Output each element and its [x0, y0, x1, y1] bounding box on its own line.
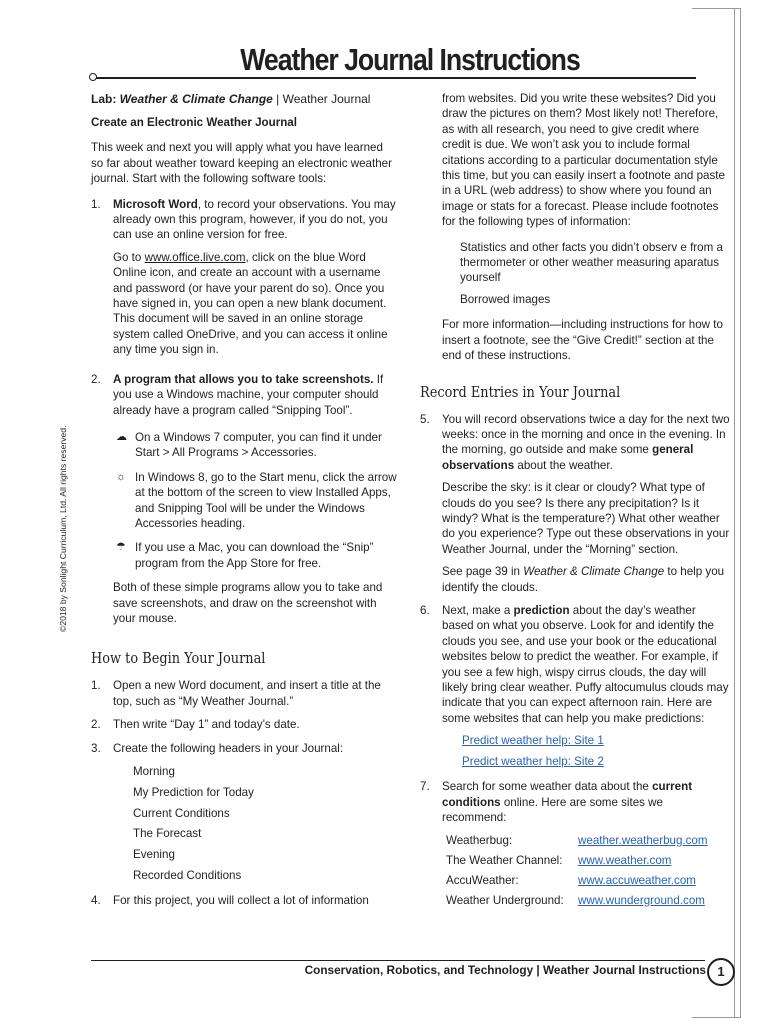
list-item: Evening — [133, 848, 175, 862]
list-item: Borrowed images — [460, 292, 551, 306]
site-name: The Weather Channel: — [446, 853, 563, 867]
site-name: Weather Underground: — [446, 893, 564, 907]
predict-site-2-link[interactable]: Predict weather help: Site 2 — [462, 755, 604, 769]
right-column — [420, 91, 730, 916]
list-item: Recorded Conditions — [133, 868, 242, 882]
page-number-badge: 1 — [707, 958, 735, 986]
tool-item-screenshot: 2. A program that allows you to take screenshots. If you use a Windows machine, your computer should already have a program called “Snipping Tool”. ☁ On a Windows 7 computer, you can find it under Start > All Programs > Accessories. ☼ In Windows 8, go to the Start menu, click the arrow at the bottom of the screen to view Installed Apps, and Snipping Tool will be under the Windows Accessories heading. ☂ If you use a Mac, you can download the “Snip” program from the App Store for free. Both of these simple programs allow you to take and save screenshots, and draw on the screenshot with your mouse. — [91, 372, 397, 625]
list-item: Morning — [133, 765, 175, 778]
step-item: 3. Create the following headers in your Journal: — [91, 741, 344, 755]
step-item: 4. For this project, you will collect a lot of information — [91, 894, 369, 908]
list-item: The Forecast — [133, 827, 202, 841]
unit-name: Weather & Climate Change — [119, 92, 273, 106]
copyright-notice: ©2018 by Sonlight Curriculum, Ltd. All rights reserved. — [58, 425, 68, 632]
footer-rule — [91, 960, 705, 961]
screenshot-summary: Both of these simple programs allow you to take and save screenshots, and draw on the screenshot with your mouse. — [113, 581, 383, 625]
title-rule-dot — [89, 73, 97, 81]
office-live-link[interactable]: www.office.live.com — [144, 250, 246, 264]
site-name: AccuWeather: — [446, 873, 519, 887]
predict-site-1-link[interactable]: Predict weather help: Site 1 — [462, 734, 604, 748]
sun-icon: ☼ — [116, 470, 127, 483]
weatherbug-link[interactable]: weather.weatherbug.com — [578, 833, 708, 847]
step-item: 1. Open a new Word document, and insert a title at the top, such as “My Weather Journal.” — [91, 679, 381, 708]
step-item: 2. Then write “Day 1” and today’s date. — [91, 718, 300, 732]
step-item: 5. You will record observations twice a day for the next two weeks: once in the morning and once in the evening. In the morning, go outside and make some general observations about the weather. Describe the sky: is it clear or cloudy? What type of clouds do you see? Is there any precipitation? Is it windy? What is the temperature?) What other weather do you experience? Type out these observations in your Weather Journal, under the “Morning” section. See page 39 in Weather & Climate Change to help you identify the clouds. — [420, 412, 730, 594]
footer-text: Conservation, Robotics, and Technology | Weather Journal Instructions — [304, 963, 706, 977]
page-frame-line — [740, 8, 741, 1018]
step-item: 7. Search for some weather data about the current conditions online. Here are some sites we recommend: Weatherbug: weather.weatherbug.com The Weather Channel: www.weather.com AccuWeather: www.accuweather.com Weather Underground: www.wunderground.com — [420, 779, 730, 908]
intro-subhead: Create an Electronic Weather Journal — [91, 116, 297, 129]
list-item: My Prediction for Today — [133, 785, 254, 799]
list-item: ☂ If you use a Mac, you can download the “Snip” program from the App Store for free. — [116, 541, 374, 570]
title-rule — [96, 77, 696, 79]
list-item: ☼ In Windows 8, go to the Start menu, click the arrow at the bottom of the screen to view Installed Apps, and Snipping Tool will be under the Windows Accessories heading. — [116, 470, 397, 530]
tool-item-word: 1. Microsoft Word, to record your observations. You may already own this program, however, if you do not, you can use an online version for free. Go to www.office.live.com, click on the blue Word Online icon, and create an account with a username and password (or have your parent do so). Once you have signed in, you can open a new blank document. This document will be saved in an online storage system called OneDrive, and you can access it online any time you sign in. — [91, 197, 396, 357]
lab-name: Weather Journal — [282, 92, 371, 106]
page-frame-line — [692, 8, 740, 9]
section-heading-begin: How to Begin Your Journal — [91, 649, 266, 668]
section-heading-record: Record Entries in Your Journal — [420, 382, 621, 401]
left-column — [91, 91, 398, 917]
weather-channel-link[interactable]: www.weather.com — [578, 853, 672, 867]
cloud-icon: ☁ — [116, 430, 127, 443]
page-title: Weather Journal Instructions — [240, 42, 580, 77]
journal-headers-list — [91, 764, 398, 883]
weather-sites-table — [442, 833, 730, 908]
umbrella-icon: ☂ — [116, 541, 126, 554]
page-frame-line — [692, 1017, 740, 1018]
list-item: ☁ On a Windows 7 computer, you can find it under Start > All Programs > Accessories. — [116, 430, 382, 460]
accuweather-link[interactable]: www.accuweather.com — [578, 873, 696, 887]
intro-paragraph: This week and next you will apply what you have learned so far about weather toward keeping an electronic weather journal. Start with the following software tools: — [91, 141, 392, 186]
site-name: Weatherbug: — [446, 833, 513, 847]
continued-paragraph: from websites. Did you write these websites? Did you draw the pictures on them? Most likely not! Therefore, as with all research, you need to give credit where credit is due. We won’t ask you to include formal citations according to a particular documentation style this time, but you can easily insert a footnote and paste in a URL (web address) to show where you found an image or stats for a forecast. Please include footnotes for the following types of information: — [442, 92, 725, 229]
more-info-paragraph: For more information—including instructions for how to insert a footnote, see the “Give Credit!” section at the end of these instructions. — [442, 318, 723, 363]
lab-label: Lab: Weather & Climate Change | Weather Journal — [91, 92, 371, 106]
list-item: Current Conditions — [133, 806, 230, 820]
footnote-types-list — [420, 240, 730, 308]
prediction-links — [442, 733, 730, 769]
wunderground-link[interactable]: www.wunderground.com — [578, 893, 705, 907]
list-item: Statistics and other facts you didn’t observ e from a thermometer or other weather measuring aparatus yourself — [460, 240, 723, 285]
step-item: 6. Next, make a prediction about the day’s weather based on what you observe. Look for and identify the clouds you see, and use your book or the educational websites below to predict the weather. For example, if you see a few high, wispy cirrus clouds, the day will likely bring clear weather. Puffy altocumulus clouds may indicate that you can expect afternoon rain. Here are some websites that can help you make predictions: Predict weather help: Site 1 Predict weather help: Site 2 — [420, 603, 729, 769]
